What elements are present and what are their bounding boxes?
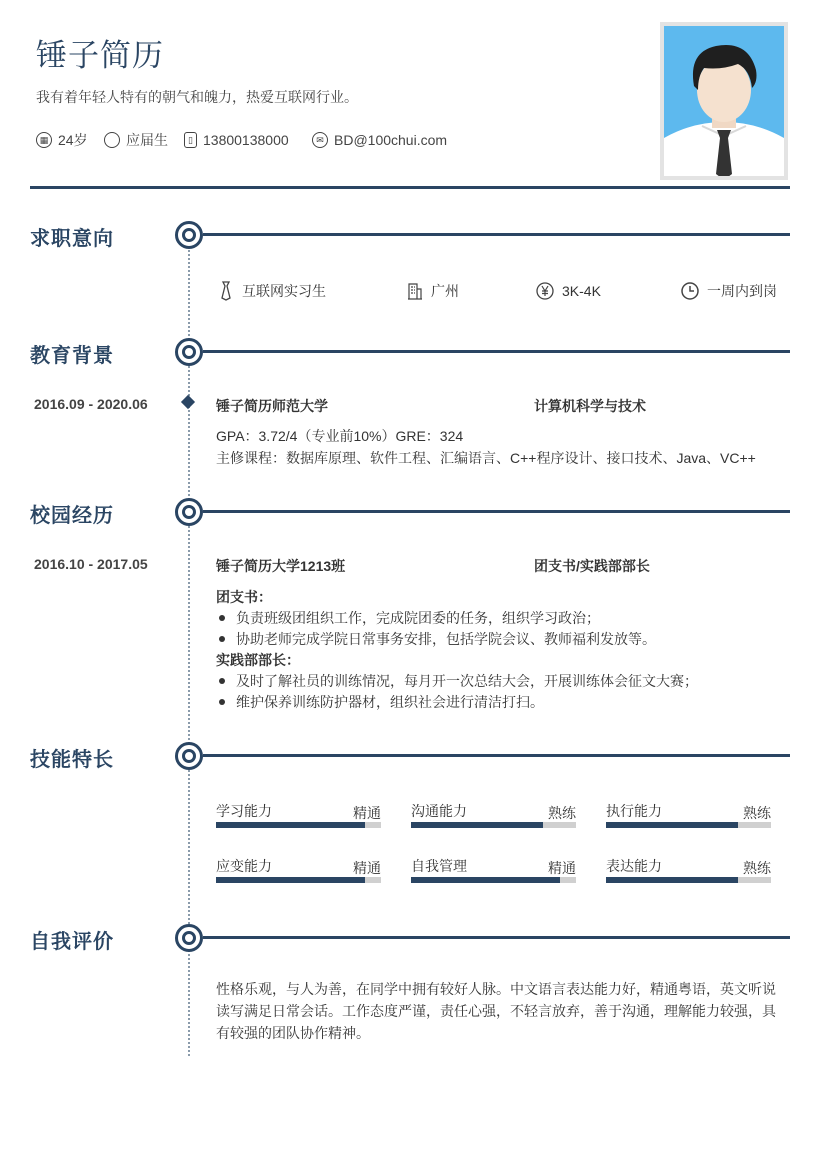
skill-bar xyxy=(606,877,771,883)
info-status: 应届生 xyxy=(104,130,168,150)
education-school: 锤子简历师范大学 xyxy=(216,398,328,414)
building-icon xyxy=(407,282,423,300)
skill-bar xyxy=(411,822,576,828)
skill-bar xyxy=(216,822,381,828)
skill-item xyxy=(216,801,381,841)
campus-date: 2016.10 - 2017.05 xyxy=(34,556,148,572)
info-phone: ▯ 13800138000 xyxy=(184,130,289,150)
phone-icon: ▯ xyxy=(184,132,197,148)
skill-item xyxy=(411,801,576,841)
skill-bar-fill xyxy=(411,822,543,828)
section-marker xyxy=(175,742,203,770)
skill-name: 自我管理 xyxy=(411,858,467,874)
skill-bar-fill xyxy=(606,822,738,828)
header-divider xyxy=(30,186,790,189)
skill-name: 应变能力 xyxy=(216,858,272,874)
tie-icon xyxy=(218,281,234,301)
skill-name: 表达能力 xyxy=(606,858,662,874)
mail-icon: ✉ xyxy=(312,132,328,148)
calendar-icon: ▦ xyxy=(36,132,52,148)
skill-bar-fill xyxy=(216,877,365,883)
section-line xyxy=(203,754,790,757)
skill-name: 执行能力 xyxy=(606,803,662,819)
campus-org: 锤子简历大学1213班 xyxy=(216,558,346,574)
skill-item xyxy=(411,856,576,896)
section-line xyxy=(203,510,790,513)
list-item: 协助老师完成学院日常事务安排，包括学院会议、教师福利发放等。 xyxy=(216,629,656,649)
section-marker xyxy=(175,924,203,952)
section-title-campus: 校园经历 xyxy=(30,505,114,527)
skill-level: 精通 xyxy=(353,805,381,821)
entry-diamond xyxy=(181,395,195,409)
skill-level: 熟练 xyxy=(548,805,576,821)
education-date: 2016.09 - 2020.06 xyxy=(34,396,148,412)
section-line xyxy=(203,350,790,353)
resume-motto: 我有着年轻人特有的朝气和魄力，热爱互联网行业。 xyxy=(36,89,358,105)
skill-bar xyxy=(411,877,576,883)
section-marker xyxy=(175,221,203,249)
yen-icon xyxy=(536,282,554,300)
skill-item xyxy=(216,856,381,896)
education-courses: 主修课程：数据库原理、软件工程、汇编语言、C++程序设计、接口技术、Java、VC++ xyxy=(216,450,756,466)
skill-bar xyxy=(606,822,771,828)
clock-icon xyxy=(681,282,699,300)
section-title-self-eval: 自我评价 xyxy=(30,931,114,953)
campus-role2-title: 实践部部长： xyxy=(216,652,300,668)
campus-role: 团支书/实践部部长 xyxy=(534,558,650,574)
list-item: 及时了解社员的训练情况，每月开一次总结大会，开展训练体会征文大赛； xyxy=(216,671,698,691)
intent-city: 广州 xyxy=(407,281,459,301)
skill-item xyxy=(606,856,771,896)
section-marker xyxy=(175,338,203,366)
campus-role1-title: 团支书： xyxy=(216,589,272,605)
profile-photo xyxy=(660,22,788,180)
skill-level: 精通 xyxy=(548,860,576,876)
info-email: ✉ BD@100chui.com xyxy=(312,130,447,150)
resume-name: 锤子简历 xyxy=(36,38,164,73)
section-title-skills: 技能特长 xyxy=(30,749,114,771)
education-gpa: GPA：3.72/4（专业前10%）GRE：324 xyxy=(216,428,464,444)
education-major: 计算机科学与技术 xyxy=(534,398,646,414)
list-item: 维护保养训练防护器材，组织社会进行清洁打扫。 xyxy=(216,692,544,712)
intent-availability: 一周内到岗 xyxy=(681,281,777,301)
status-icon xyxy=(104,132,120,148)
skill-bar-fill xyxy=(216,822,365,828)
skill-bar-fill xyxy=(411,877,560,883)
skill-bar xyxy=(216,877,381,883)
skill-name: 学习能力 xyxy=(216,803,272,819)
section-title-education: 教育背景 xyxy=(30,345,114,367)
skill-level: 熟练 xyxy=(743,860,771,876)
skill-item xyxy=(606,801,771,841)
skill-level: 精通 xyxy=(353,860,381,876)
info-age: ▦ 24岁 xyxy=(36,130,88,150)
intent-position: 互联网实习生 xyxy=(218,281,326,301)
intent-salary: 3K-4K xyxy=(536,281,601,301)
list-item: 负责班级团组织工作，完成院团委的任务，组织学习政治； xyxy=(216,608,600,628)
skill-bar-fill xyxy=(606,877,738,883)
section-title-intent: 求职意向 xyxy=(30,228,114,250)
section-marker xyxy=(175,498,203,526)
skill-level: 熟练 xyxy=(743,805,771,821)
section-line xyxy=(203,233,790,236)
skill-name: 沟通能力 xyxy=(411,803,467,819)
self-evaluation-text: 性格乐观，与人为善，在同学中拥有较好人脉。中文语言表达能力好，精通粤语，英文听说读写满足日常会话。工作态度严谨，责任心强，不轻言放弃，善于沟通，理解能力较强，具有较强的团队协作精神。 xyxy=(216,981,776,1041)
section-line xyxy=(203,936,790,939)
